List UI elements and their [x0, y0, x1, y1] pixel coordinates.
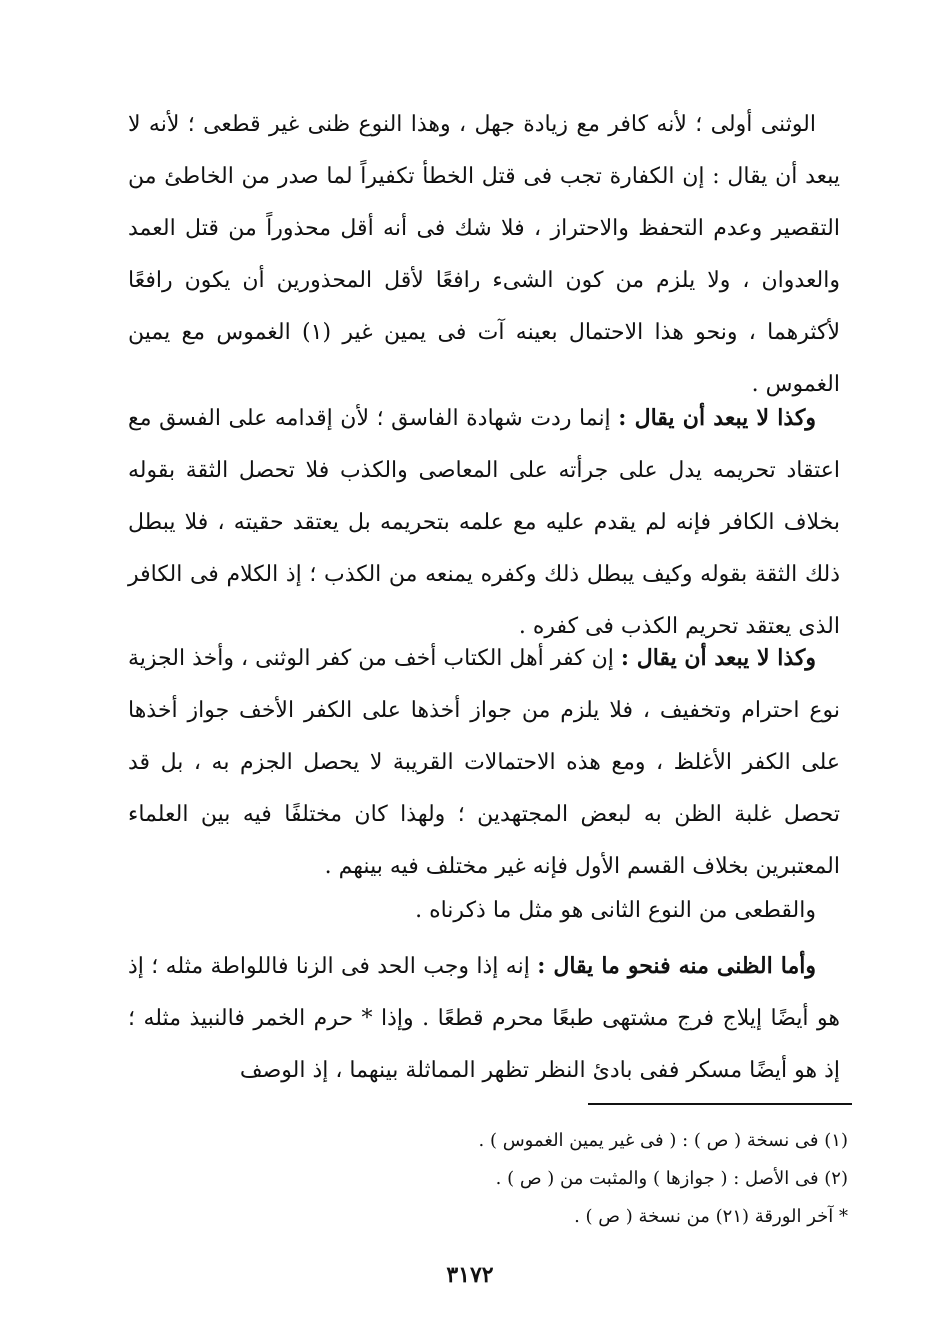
paragraph-2-lead: وكذا لا يبعد أن يقال : — [618, 405, 816, 431]
footnote-3: * آخر الورقة (٢١) من نسخة ( ص ) . — [574, 1206, 848, 1227]
paragraph-1 — [128, 98, 840, 411]
paragraph-5 — [128, 940, 840, 1097]
paragraph-3-lead: وكذا لا يبعد أن يقال : — [620, 645, 816, 671]
footnotes — [128, 1122, 848, 1236]
paragraph-4 — [128, 884, 840, 937]
paragraph-4-text: والقطعى من النوع الثانى هو مثل ما ذكرناه . — [415, 898, 816, 923]
footnote-divider — [588, 1103, 852, 1105]
main-text-4 — [128, 884, 840, 937]
paragraph-2 — [128, 392, 840, 653]
main-text-2 — [128, 392, 840, 653]
paragraph-2-text: إنما ردت شهادة الفاسق ؛ لأن إقدامه على الفسق مع اعتقاد تحريمه يدل على جرأته على المعاصى والكذب فلا تحصل الثقة بقوله بخلاف الكافر فإنه لم يقدم عليه مع علمه بتحريمه بل يعتقد حقيته ، فلا يبطل ذلك الثقة بقوله وكيف يبطل ذلك وكفره يمنعه من الكذب ؛ إذ الكلام فى الكافر الذى يعتقد تحريم الكذب فى كفره . — [128, 406, 840, 639]
paragraph-5-text: إنه إذا وجب الحد فى الزنا فاللواطة مثله ؛ إذ هو أيضًا إيلاج فرج مشتهى طبعًا محرم قطعًا . وإذا * حرم الخمر فالنبيذ مثله ؛ إذ هو أيضًا مسكر ففى بادئ النظر تظهر المماثلة بينهما ، إذ الوصف — [128, 954, 840, 1083]
footnote-1: (١) فى نسخة ( ص ) : ( فى غير يمين الغموس ) . — [478, 1130, 848, 1151]
paragraph-5-lead: وأما الظنى منه فنحو ما يقال : — [537, 953, 816, 979]
footnote-2: (٢) فى الأصل : ( جوازها ) والمثبت من ( ص ) . — [495, 1168, 848, 1189]
main-text — [128, 98, 840, 411]
main-text-5 — [128, 940, 840, 1097]
page-number: ٣١٧٢ — [446, 1262, 494, 1288]
paragraph-1-text: الوثنى أولى ؛ لأنه كافر مع زيادة جهل ، وهذا النوع ظنى غير قطعى ؛ لأنه لا يبعد أن يقال : إن الكفارة تجب فى قتل الخطأ تكفيراً لما صدر من الخاطئ من التقصير وعدم التحفظ والاحتراز ، فلا شك فى أنه أقل محذوراً من قتل العمد والعدوان ، ولا يلزم من كون الشىء رافعًا لأقل المحذورين أن يكون رافعًا لأكثرهما ، ونحو هذا الاحتمال بعينه آت فى يمين غير (١) الغموس مع يمين الغموس . — [128, 112, 840, 397]
paragraph-3-text: إن كفر أهل الكتاب أخف من كفر الوثنى ، وأخذ الجزية نوع احترام وتخفيف ، فلا يلزم من جواز أخذها على الكفر الأخف جواز أخذها على الكفر الأغلظ ، ومع هذه الاحتمالات القريبة لا يحصل الجزم به ، بل قد تحصل غلبة الظن به لبعض المجتهدين ؛ ولهذا كان مختلفًا فيه بين العلماء المعتبرين بخلاف القسم الأول فإنه غير مختلف فيه بينهم . — [128, 646, 840, 879]
main-text-3 — [128, 632, 840, 893]
paragraph-3 — [128, 632, 840, 893]
